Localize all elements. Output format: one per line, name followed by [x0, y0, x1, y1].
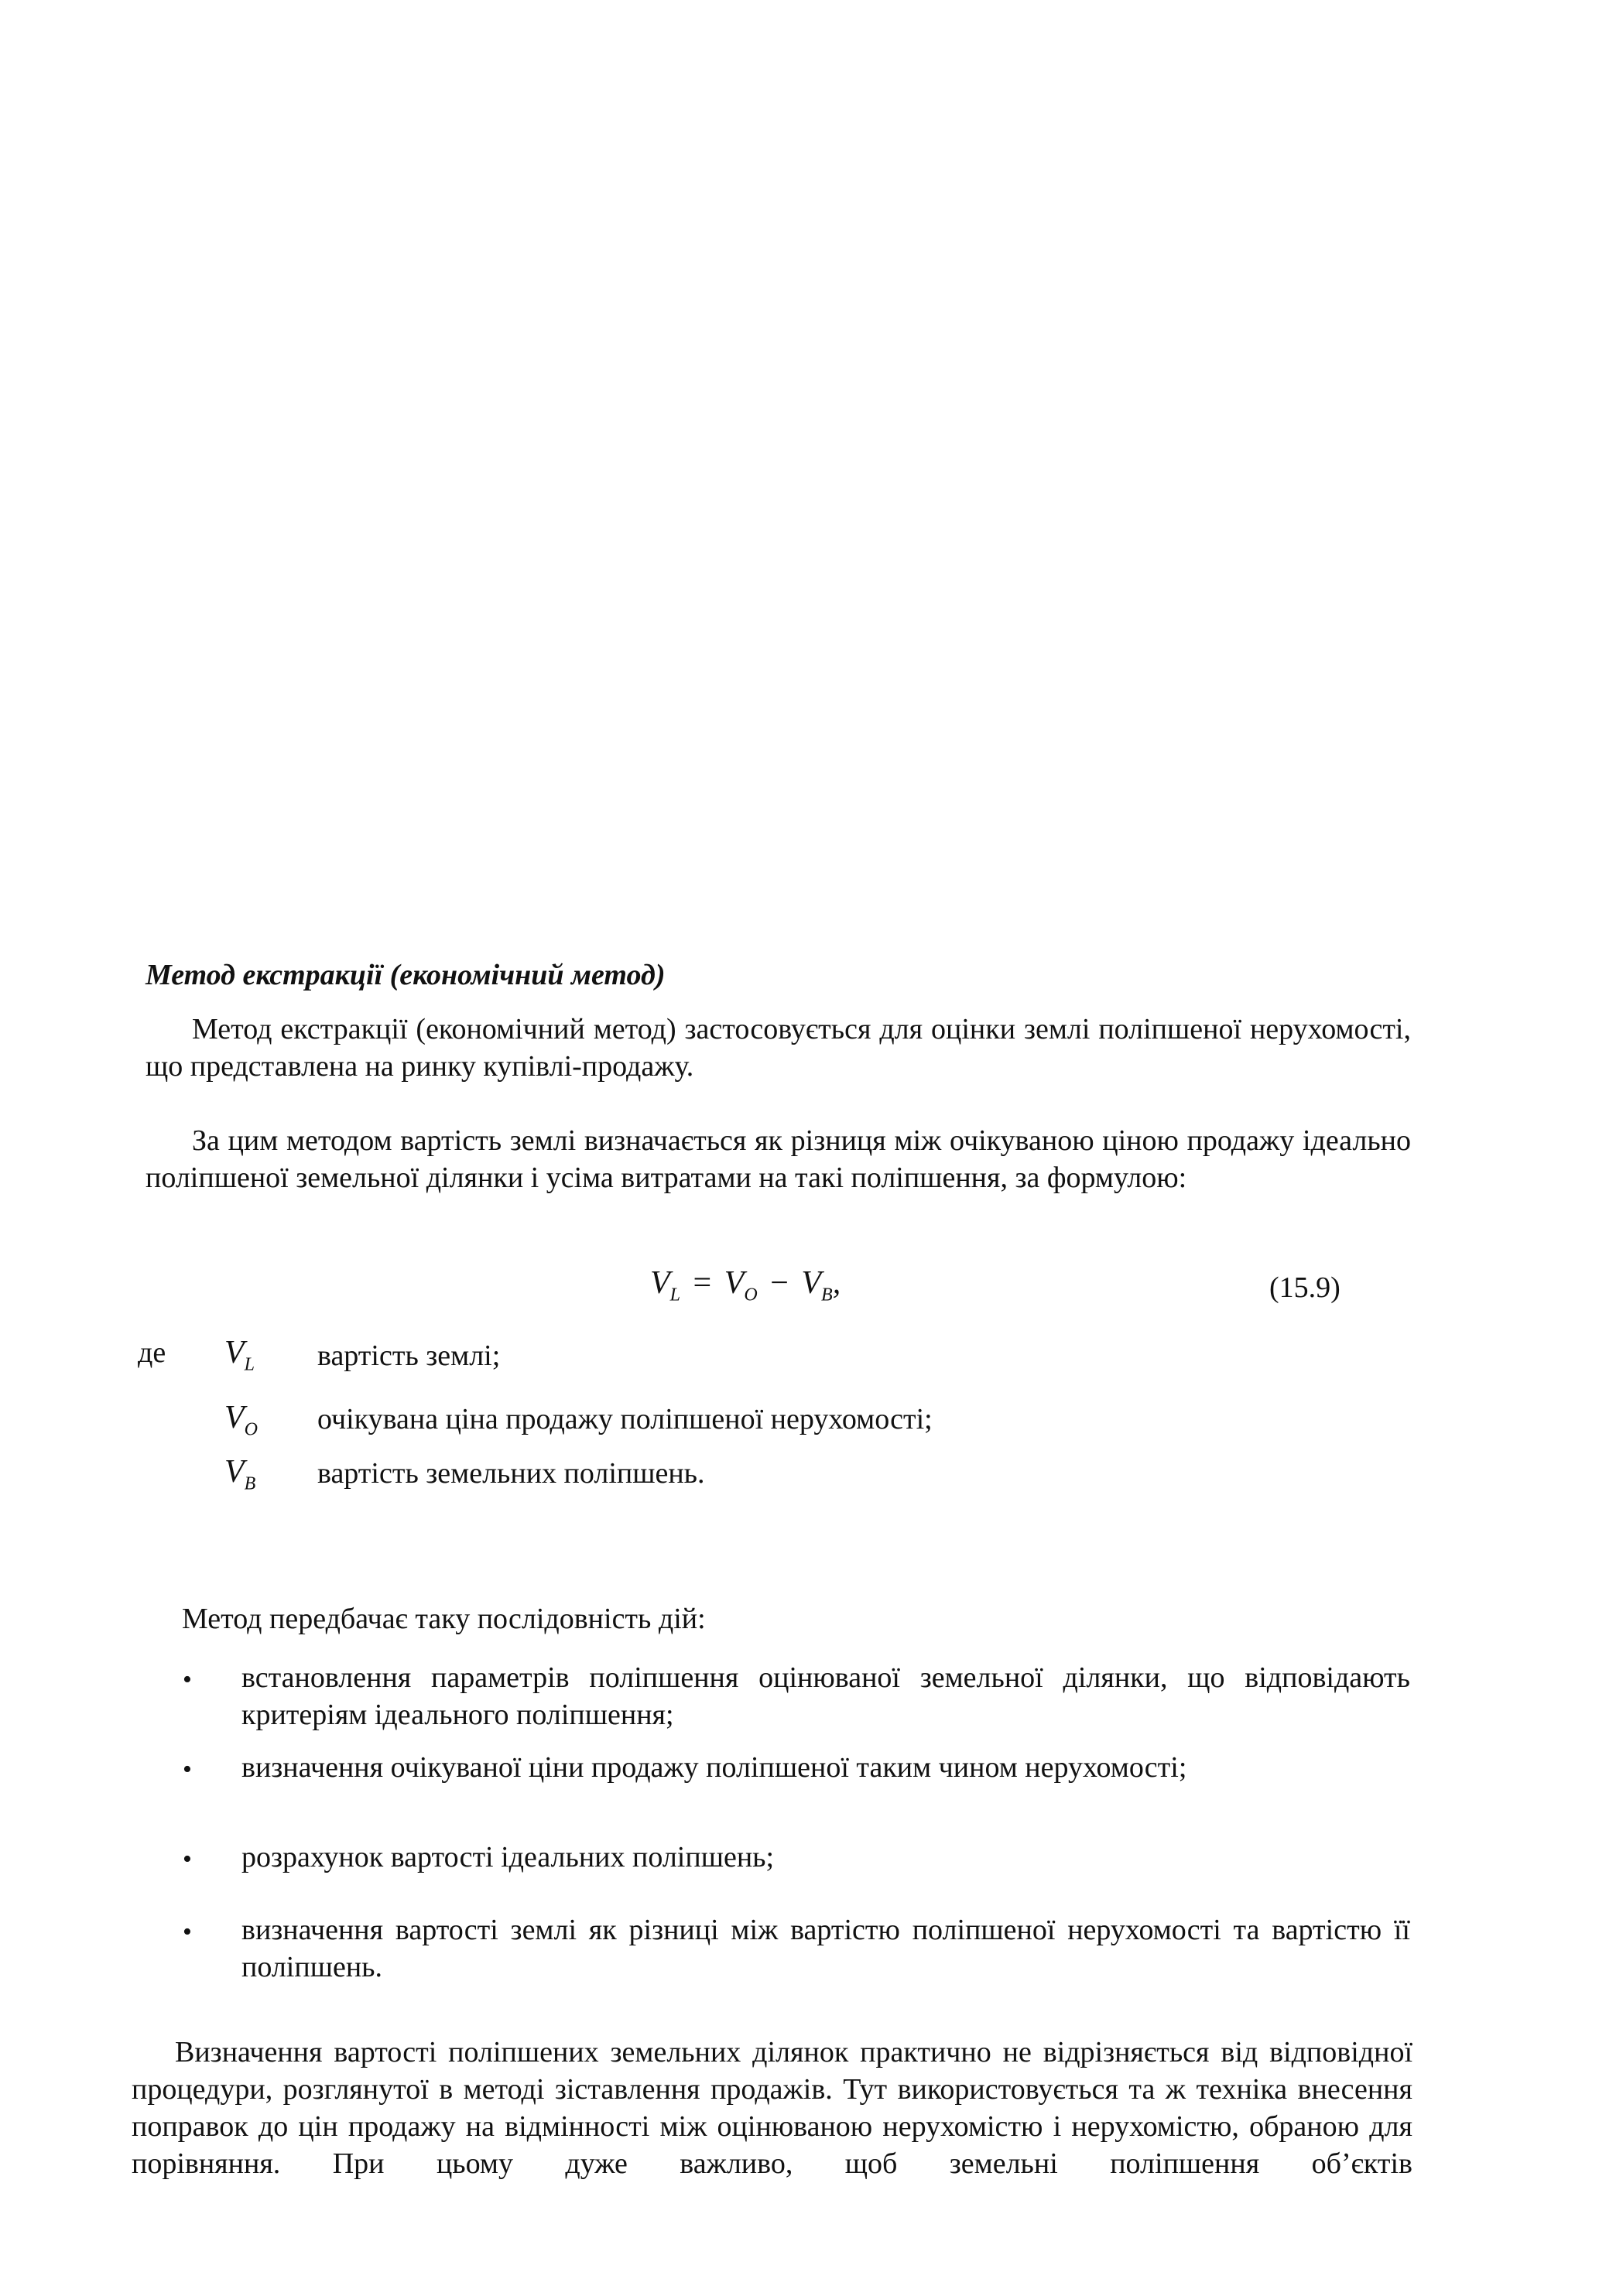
formula-term1: V: [724, 1265, 745, 1301]
where-label: де: [138, 1336, 166, 1369]
bullet-marker: •: [183, 1845, 192, 1873]
bullet-marker: •: [183, 1755, 192, 1784]
formula-term2-sub: B: [821, 1285, 833, 1305]
bullet-marker: •: [183, 1918, 192, 1946]
definition-text: вартість землі;: [317, 1340, 501, 1372]
bullet-item: визначення вартості землі як різниці між вартістю поліпшеної нерухомості та вартістю її поліпшень.: [241, 1914, 1410, 1983]
bullet-item: розрахунок вартості ідеальних поліпшень;: [241, 1841, 775, 1873]
formula-minus: −: [770, 1265, 789, 1301]
definition-symbol: $V_L$: [224, 1335, 255, 1375]
paragraph-method: За цим методом вартість землі визначається як різниця між очікуваною ціною продажу ідеально поліпшеної земельної ділянки і усіма витратами на такі поліпшення, за формулою:: [146, 1124, 1411, 1194]
definition-symbol: $V_B$: [224, 1454, 256, 1494]
section-heading: Метод екстракції (економічний метод): [146, 959, 666, 991]
formula-comma: ,: [832, 1265, 841, 1301]
bullet-item: визначення очікуваної ціни продажу поліпшеної таким чином нерухомості;: [241, 1751, 1187, 1784]
bullet-item: встановлення параметрів поліпшення оцінюваної земельної ділянки, що відповідають критеріям ідеального поліпшення;: [241, 1661, 1410, 1731]
formula-equals: =: [693, 1265, 712, 1301]
definition-text: вартість земельних поліпшень.: [317, 1457, 705, 1490]
formula-term2: V: [801, 1265, 822, 1301]
sequence-intro: Метод передбачає таку послідовність дій:: [182, 1603, 706, 1635]
paragraph-intro: Метод екстракції (економічний метод) застосовується для оцінки землі поліпшеної нерухомості, що представлена на ринку купівлі-продажу.: [146, 1013, 1411, 1083]
paragraph-closing: Визначення вартості поліпшених земельних ділянок практично не відрізняється від відповідної процедури, розглянутої в методі зіставлення продажів. Тут використовується та ж техніка внесення поправок до цін продажу на відмінності між оцінюваною нерухомістю і нерухомістю, обраною для порівняння. При цьому дуже важливо, щоб земельні поліпшення об’єктів: [132, 2036, 1412, 2180]
definition-text: очікувана ціна продажу поліпшеної нерухомості;: [317, 1403, 933, 1435]
formula-lhs-sub: L: [669, 1285, 681, 1305]
definition-symbol: $V_O$: [224, 1400, 258, 1440]
bullet-marker: •: [183, 1665, 192, 1694]
formula: [650, 1264, 841, 1305]
formula-term1-sub: O: [744, 1285, 758, 1305]
formula-lhs: V: [650, 1265, 670, 1301]
equation-number: (15.9): [1269, 1271, 1340, 1304]
